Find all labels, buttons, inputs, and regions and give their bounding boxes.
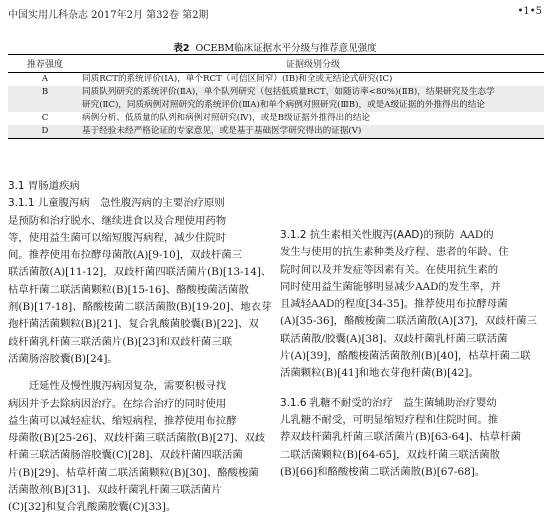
row-text: 病例分析、低质量的队列和病例对照研究(Ⅳ)，或是B级证据外推得出的结论: [82, 113, 371, 123]
line: 荐双歧杆菌乳杆菌三联活菌片(B)[63-64]、枯草杆菌: [280, 431, 521, 444]
table-row: [8, 99, 544, 112]
line: 间。推荐使用布拉酵母菌散(A)[9-10]，双歧杆菌三: [8, 249, 243, 262]
subsection-heading: 3.1.2 抗生素相关性腹泻(AAD)的预防: [280, 229, 455, 241]
line: 益生菌辅助治疗婴幼: [403, 396, 497, 409]
section-heading: 3.1 胃肠道疾病: [8, 180, 80, 192]
line: (C)[32]和复合乳酸菌胶囊(C)[33]。: [8, 501, 177, 514]
table-header-row: [8, 55, 544, 73]
line: 病因并予去除病因治疗。在综合治疗的同时使用: [8, 397, 227, 410]
subsection-heading: 3.1.1 儿童腹泻病: [8, 197, 90, 210]
row-text: 同质队列研究的系统评价(ⅡA)，单个队列研究（包括低质量RCT，如随访率<80%)(ⅡB)，结果研究及生态学: [82, 87, 495, 97]
line: AAD的: [459, 229, 494, 241]
row-text: 研究(ⅡC)，同质病例对照研究的系统评价(ⅢA)和单个病例对照研究(ⅢB)，或是A级证据的外推得出的结论: [82, 100, 485, 110]
line: (A)[35-36]，酪酸梭菌二联活菌散(A)[37]，双歧杆菌三: [280, 315, 537, 328]
paragraph-lactose: [280, 395, 544, 481]
line: 母菌散(B)[25-26]、双歧杆菌三联活菌散(B)[27]、双歧: [8, 432, 266, 445]
row-grade: B: [41, 87, 49, 97]
right-column: [280, 227, 544, 481]
line: 同时使用益生菌能够明显减少AAD的发生率，并: [280, 280, 501, 293]
row-grade: [8, 99, 82, 112]
line: 片(B)[29]、枯草杆菌二联活菌颗粒(B)[30]、酪酸梭菌: [8, 466, 259, 479]
table-title: OCEBM临床证据水平分级与推荐意见强度: [195, 43, 377, 54]
line: 二联活菌颗粒(B)[64-65]，双歧杆菌三联活菌散: [280, 448, 501, 461]
line: 杆菌三联活菌肠溶胶囊(C)[28]、双歧杆菌四联活菌: [8, 449, 243, 462]
table-row: [8, 125, 544, 138]
line: 片(A)[39]，酪酸梭菌活菌散剂(B)[40]，枯草杆菌二联: [280, 350, 531, 363]
line: 急性腹泻病的主要治疗原则: [100, 197, 225, 210]
line: 枯草杆菌二联活菌颗粒(B)[15-16]、酪酸梭菌活菌散: [8, 283, 249, 296]
line: 联活菌散/胶囊(A)[38]、双歧杆菌乳杆菌三联活菌: [280, 332, 508, 345]
paragraph-chronic-diarrhea: [8, 378, 272, 516]
line: 孢杆菌活菌颗粒(B)[21]、复合乳酸菌胶囊(B)[22]、双: [8, 318, 259, 331]
line: 歧杆菌乳杆菌三联活菌片(B)[23]和双歧杆菌三联: [8, 335, 233, 348]
table-row: [8, 86, 544, 99]
line: 活菌肠溶胶囊(B)[24]。: [8, 352, 118, 365]
left-column: [8, 178, 272, 517]
paragraph-acute-diarrhea: [8, 195, 272, 368]
paragraph-aad: [280, 227, 544, 383]
header-grade: 推荐强度: [26, 60, 63, 70]
line: 活菌散剂(B)[31]、双歧杆菌乳杆菌三联活菌片: [8, 484, 222, 497]
line: 迁延性及慢性腹泻病因复杂，需要积极寻找: [28, 380, 227, 393]
line: 联活菌散(A)[11-12]，双歧杆菌四联活菌片(B)[13-14]、: [8, 266, 272, 279]
line: 院时间以及并发症等因素有关。在使用抗生素的: [280, 263, 499, 276]
row-text: 基于经验未经严格论证的专家意见，或是基于基础医学研究得出的证据(Ⅴ): [82, 126, 362, 136]
line: 等，使用益生菌可以缩短腹泻病程，减少住院时: [8, 231, 227, 244]
line: (B)[66]和酪酸梭菌二联活菌散(B)[67-68]。: [280, 465, 486, 478]
line: 益生菌可以减轻症状、缩短病程，推荐使用布拉酵: [8, 414, 237, 427]
journal-info: 中国实用儿科杂志 2017年2月 第32卷 第2期: [8, 10, 209, 21]
line: 发生与使用的抗生素种类及疗程、患者的年龄、住: [280, 246, 509, 259]
row-grade: A: [41, 74, 49, 84]
page-number: •1•5: [517, 6, 542, 17]
subsection-heading: 3.1.6 乳糖不耐受的治疗: [280, 396, 393, 409]
table-caption: [0, 40, 550, 54]
table-row: [8, 73, 544, 86]
line: 剂(B)[17-18]、酪酸梭菌二联活菌散(B)[19-20]、地衣芽: [8, 301, 272, 314]
row-grade: D: [41, 126, 49, 136]
line: 活菌颗粒(B)[41]和地衣芽孢杆菌(B)[42]。: [280, 367, 479, 380]
journal-header: [8, 6, 542, 21]
header-evidence: 证据级别分级: [285, 60, 340, 70]
line: 且减轻AAD的程度[34-35]。推荐使用布拉酵母菌: [280, 298, 508, 311]
evidence-table: [8, 54, 544, 139]
row-text: 同质RCT的系统评价(ⅠA)，单个RCT（可信区间窄）(ⅠB)和全或无结论式研究(ⅠC): [82, 74, 393, 84]
line: 儿乳糖不耐受，可明显缩短疗程和住院时间。推: [280, 413, 499, 426]
row-grade: C: [41, 113, 49, 123]
line: 是预防和治疗脱水、继续进食以及合理使用药物: [8, 214, 227, 227]
table-label: 表2: [173, 43, 190, 54]
table-row: [8, 112, 544, 125]
